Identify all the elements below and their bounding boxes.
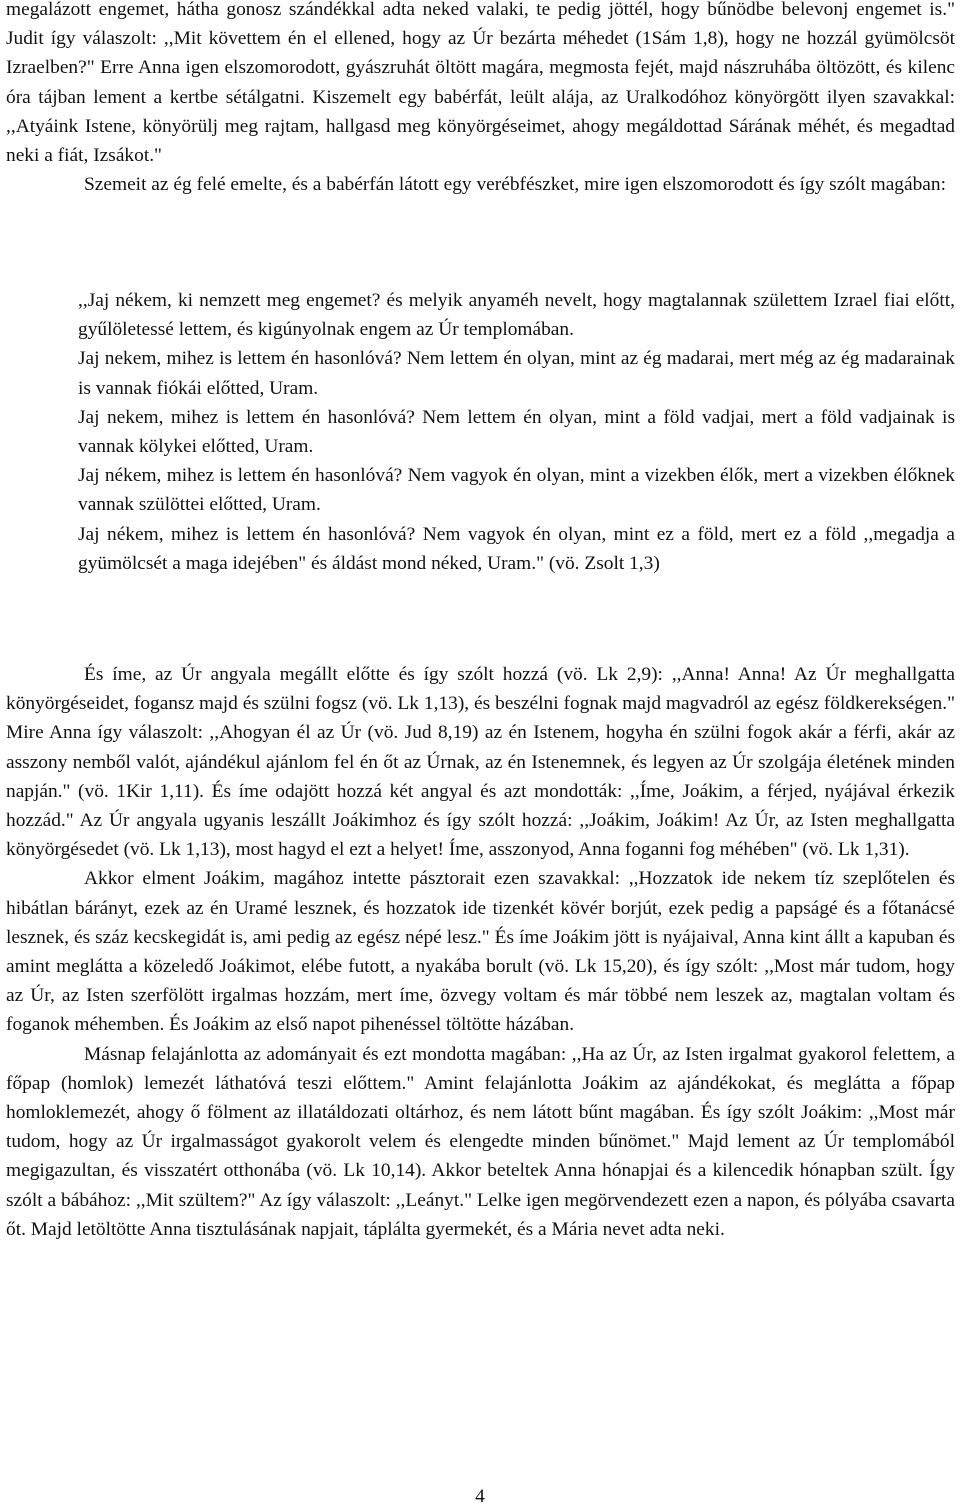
poem-stanza-4: Jaj nékem, mihez is lettem én hasonlóvá? Nem vagyok én olyan, mint a vizekben élők, mert a vizekben élőknek vannak szülöttei előtted, Uram. (78, 465, 955, 516)
intro-section (6, 0, 955, 199)
poem-stanza-2: Jaj nekem, mihez is lettem én hasonlóvá? Nem lettem én olyan, mint az ég madarai, mert még az ég madarainak is vannak fiókái előtted, Uram. (78, 348, 955, 399)
intro-paragraph-1: megalázott engemet, hátha gonosz szándékkal adta neked valaki, te pedig jöttél, hogy bűnödbe belevonj engemet is." Judit így válaszolt: ,,Mit követtem én el ellened, hogy az Úr bezárta méhedet (1Sám 1,8), hogy ne hozzál gyümölcsöt Izraelben?" Erre Anna igen elszomorodott, gyászruhát öltött magára, megmosta fejét, majd nászruhába öltözött, és kilenc óra tájban lement a kertbe sétálgatni. Kiszemelt egy babérfát, leült alája, az Uralkodóhoz könyörgött ilyen szavakkal: ,,Atyáink Istene, könyörülj meg rajtam, hallgasd meg könyörgéseimet, ahogy megáldottad Sárának méhét, és megadtad neki a fiát, Izsákot." (6, 0, 955, 167)
lament-poem (78, 286, 955, 578)
poem-stanza-5: Jaj nékem, mihez is lettem én hasonlóvá? Nem vagyok én olyan, mint ez a föld, mert ez a föld ,,megadja a gyümölcsét a maga idejében" és áldást mond néked, Uram." (vö. Zsolt 1,3) (78, 523, 955, 574)
body-paragraph-3: Másnap felajánlotta az adományait és ezt mondotta magában: ,,Ha az Úr, az Isten irgalmat gyakorol felettem, a főpap (homlok) lemezét láthatóvá teszi előttem." Amint felajánlotta Joákim az ajándékokat, és meglátta a főpap homloklemezét, ahogy ő fölment az illatáldozati oltárhoz, és nem látott bűnt magában. És így szólt Joákim: ,,Most már tudom, hogy az Úr irgalmasságot gyakorolt velem és elengedte minden bűnömet." Majd lement az Úr templomából megigazultan, és visszatért otthonába (vö. Lk 10,14). Akkor beteltek Anna hónapjai és a kilencedik hónapban szült. Így szólt a bábához: ,,Mit szültem?" Az így válaszolt: ,,Leányt." Lelke igen megörvendezett ezen a napon, és pólyába csavarta őt. Majd letöltötte Anna tisztulásának napjait, táplálta gyermekét, és a Mária nevet adta neki. (6, 1043, 955, 1240)
body-paragraph-1: És íme, az Úr angyala megállt előtte és így szólt hozzá (vö. Lk 2,9): ,,Anna! Anna! Az Úr meghallgatta könyörgéseidet, fogansz majd és szülni fogsz (vö. Lk 1,13), és beszélni fognak majd magvadról az egész földkerekségen." Mire Anna így válaszolt: ,,Ahogyan él az Úr (vö. Jud 8,19) az én Istenem, hogyha én szülni fogok akár a férfi, akár az asszony nemből valót, ajándékul ajánlom fel én őt az Úrnak, az én Istenemnek, és legyen az Úr szolgája életének minden napján." (vö. 1Kir 1,11). És íme odajött hozzá két angyal és azt mondották: ,,Íme, Joákim, a férjed, nyájával érkezik hozzád." Az Úr angyala ugyanis leszállt Joákimhoz és így szólt hozzá: ,,Joákim, Joákim! Az Úr, az Isten meghallgatta könyörgésedet (vö. Lk 1,13), most hagyd el ezt a helyet! Íme, asszonyod, Anna foganni fog méhében" (vö. Lk 1,31). (6, 664, 955, 861)
poem-stanza-1: ,,Jaj nékem, ki nemzett meg engemet? és melyik anyaméh nevelt, hogy magtalannak születtem Izrael fiai előtt, gyűlöletessé lettem, és kigúnyolnak engem az Úr templomában. (78, 290, 955, 341)
poem-stanza-3: Jaj nekem, mihez is lettem én hasonlóvá? Nem lettem én olyan, mint a föld vadjai, mert a föld vadjainak is vannak kölykei előtted, Uram. (78, 406, 955, 458)
intro-paragraph-2: Szemeit az ég felé emelte, és a babérfán látott egy verébfészket, mire igen elszomorodott és így szólt magában: (84, 174, 946, 196)
page-number: 4 (475, 1486, 485, 1507)
narrative-section (6, 660, 955, 1244)
body-paragraph-2: Akkor elment Joákim, magához intette pásztorait ezen szavakkal: ,,Hozzatok ide nekem tíz szeplőtelen és hibátlan bárányt, ezek az én Uramé lesznek, és hozzatok ide tizenkét kövér borjút, ezek pedig a papságé és a főtanácsé lesznek, és száz kecskegidát is, ami pedig az egész népé lesz." És íme Joákim jött is nyájaival, Anna kint állt a kapuban és amint meglátta a közeledő Joákimot, elébe futott, a nyakába borult (vö. Lk 15,20), és így szólt: ,,Most már tudom, hogy az Úr, az Isten szerfölött irgalmas hozzám, mert íme, özvegy voltam és már többé nem leszek az, magtalan voltam és foganok méhemben. És Joákim az első napot pihenéssel töltötte házában. (6, 868, 955, 1036)
